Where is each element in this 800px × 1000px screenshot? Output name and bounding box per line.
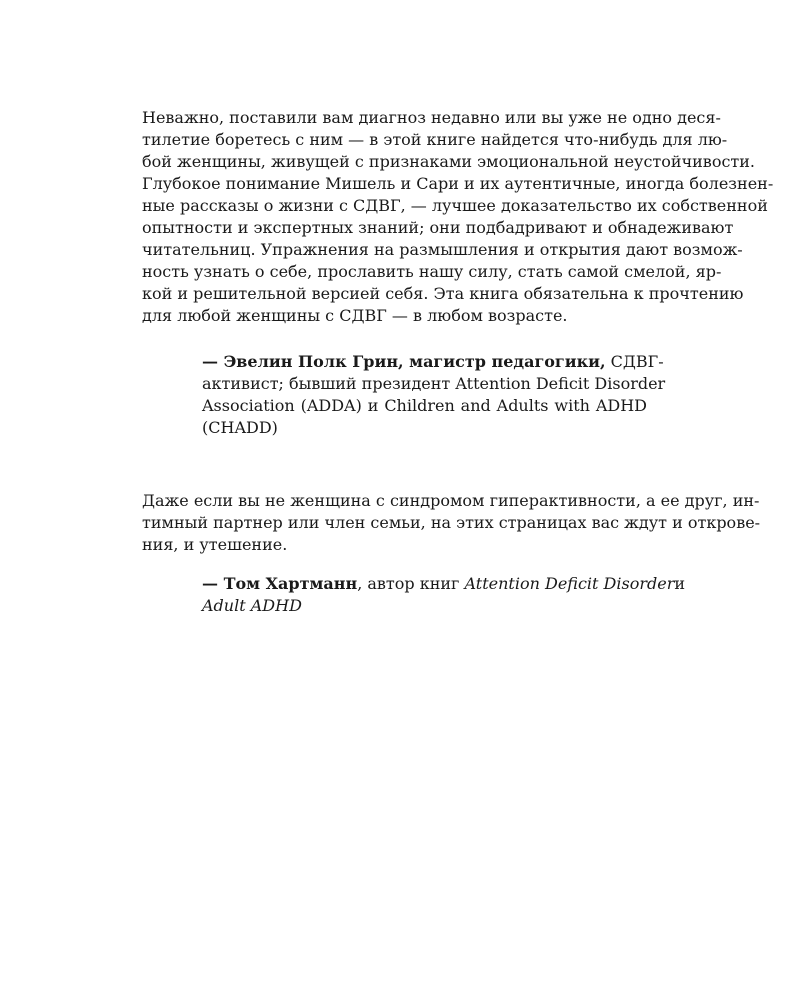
spacer bbox=[142, 439, 708, 490]
text-line: ния, и утешение. bbox=[142, 535, 288, 554]
attribution-line: Association (ADDA) и Children and Adults with ADHD bbox=[202, 396, 647, 415]
text-line: для любой женщины с СДВГ — в любом возрасте. bbox=[142, 306, 568, 325]
attribution-line: активист; бывший президент Attention Deficit Disorder bbox=[202, 374, 666, 393]
attribution-1 bbox=[202, 351, 666, 439]
attribution-author: — Эвелин Полк Грин, магистр педагогики, bbox=[202, 352, 606, 371]
conjunction: и bbox=[674, 574, 686, 593]
quote-paragraph-1 bbox=[142, 107, 774, 327]
text-line: бой женщины, живущей с признаками эмоциональной неустойчивости. bbox=[142, 152, 756, 171]
text-line: читательниц. Упражнения на размышления и открытия дают возмож- bbox=[142, 240, 743, 259]
quote-paragraph-2 bbox=[142, 490, 761, 556]
text-line: опытности и экспертных знаний; они подбадривают и обнадеживают bbox=[142, 218, 734, 237]
attribution-2 bbox=[202, 573, 686, 617]
text-line: тимный партнер или член семьи, на этих страницах вас ждут и открове- bbox=[142, 513, 761, 532]
text-line: Даже если вы не женщина с синдромом гиперактивности, а ее друг, ин- bbox=[142, 491, 760, 510]
attribution-line bbox=[202, 595, 647, 617]
book-title: Attention Deficit Disorder bbox=[464, 574, 675, 593]
attribution-author: — Том Хартманн bbox=[202, 574, 358, 593]
attribution-line bbox=[202, 573, 686, 595]
page-content bbox=[142, 107, 774, 617]
text-line: ность узнать о себе, прославить нашу силу, стать самой смелой, яр- bbox=[142, 262, 722, 281]
text-line: Глубокое понимание Мишель и Сари и их аутентичные, иногда болезнен- bbox=[142, 174, 774, 193]
text-line: тилетие боретесь с ним — в этой книге найдется что-нибудь для лю- bbox=[142, 130, 728, 149]
attribution-line bbox=[202, 351, 664, 373]
attribution-text: , автор книг bbox=[357, 574, 465, 593]
attribution-line: (CHADD) bbox=[202, 418, 278, 437]
text-line: Неважно, поставили вам диагноз недавно или вы уже не одно деся- bbox=[142, 108, 721, 127]
book-title: Adult ADHD bbox=[202, 596, 302, 615]
text-line: ные рассказы о жизни с СДВГ, — лучшее доказательство их собственной bbox=[142, 196, 768, 215]
text-line: кой и решительной версией себя. Эта книга обязательна к прочтению bbox=[142, 284, 744, 303]
attribution-text: СДВГ- bbox=[605, 352, 664, 371]
